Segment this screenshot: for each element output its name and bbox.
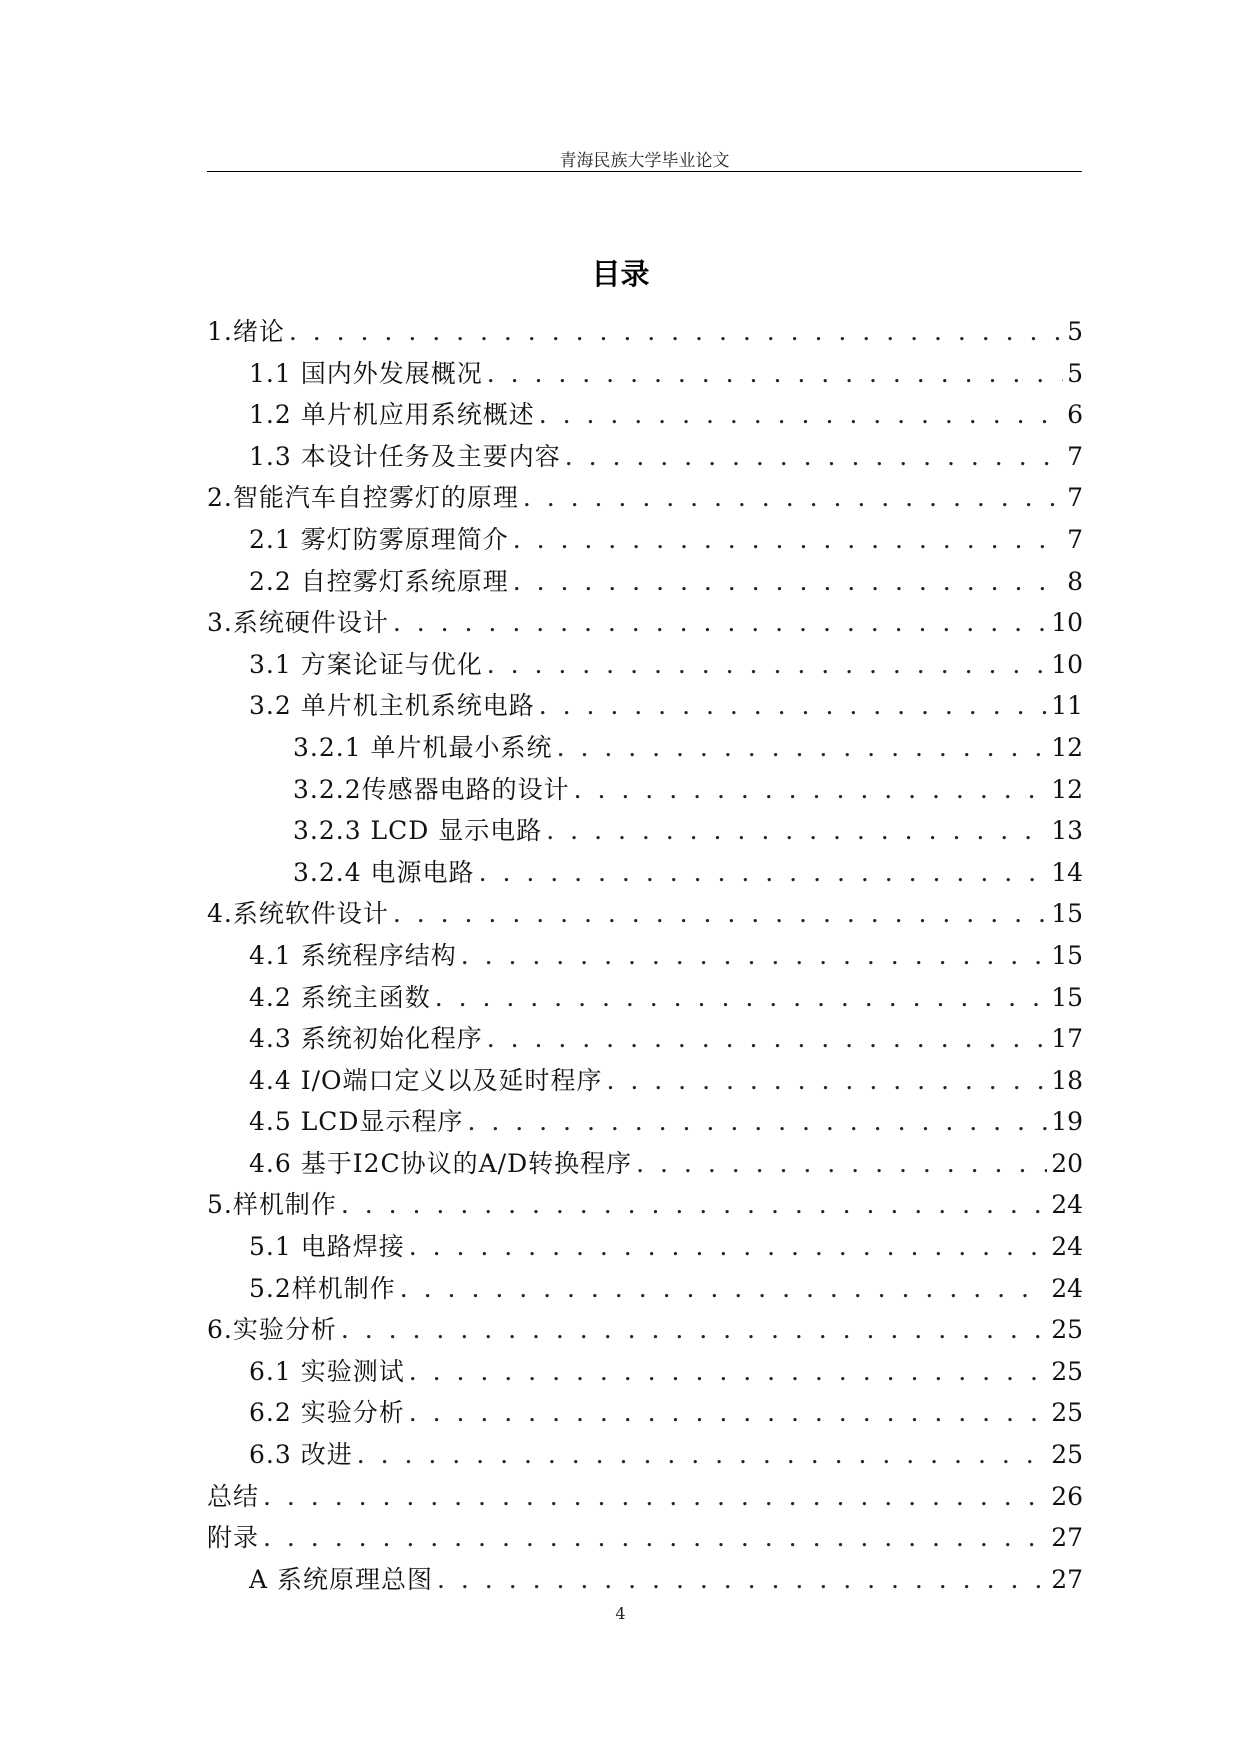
toc-entry-text: 1.1 国内外发展概况: [249, 358, 483, 388]
toc-entry-page: 6: [1067, 400, 1083, 430]
toc-entry-page: 24: [1051, 1190, 1083, 1220]
toc-entry[interactable]: [207, 1268, 1083, 1310]
dot-leader: [513, 561, 1063, 603]
toc-entry-page: 8: [1067, 566, 1083, 596]
toc-entry-page: 25: [1051, 1315, 1083, 1345]
dot-leader: [513, 519, 1063, 561]
dot-leader: [487, 644, 1047, 686]
dot-leader: [400, 1268, 1047, 1310]
toc-entry[interactable]: [207, 602, 1083, 644]
toc-title: 目录: [591, 257, 650, 291]
toc-entry-page: 20: [1051, 1148, 1083, 1178]
toc-entry-page: 15: [1051, 982, 1083, 1012]
dot-leader: [357, 1434, 1047, 1476]
dot-leader: [461, 935, 1047, 977]
toc-entry-text: 4.1 系统程序结构: [249, 940, 457, 970]
dot-leader: [341, 1184, 1047, 1226]
toc-entry[interactable]: [207, 893, 1083, 935]
toc-entry[interactable]: [207, 1018, 1083, 1060]
toc-entry-page: 25: [1051, 1356, 1083, 1386]
header-divider: [207, 171, 1082, 172]
toc-entry-page: 24: [1051, 1273, 1083, 1303]
toc-entry-text: 6.1 实验测试: [249, 1356, 405, 1386]
toc-entry[interactable]: [207, 436, 1083, 478]
dot-leader: [546, 810, 1047, 852]
toc-entry-page: 15: [1051, 899, 1083, 929]
toc-entry-text: 2.1 雾灯防雾原理简介: [249, 524, 509, 554]
toc-entry-page: 10: [1051, 608, 1083, 638]
toc-entry-page: 25: [1051, 1440, 1083, 1470]
toc-entry-page: 7: [1067, 441, 1083, 471]
dot-leader: [409, 1392, 1047, 1434]
dot-leader: [467, 1101, 1047, 1143]
toc-entry-text: 4.3 系统初始化程序: [249, 1024, 483, 1054]
toc-entry[interactable]: [207, 394, 1083, 436]
dot-leader: [539, 685, 1047, 727]
toc-entry[interactable]: [207, 935, 1083, 977]
toc-entry-text: 4.6 基于I2C协议的A/D转换程序: [249, 1148, 633, 1178]
dot-leader: [393, 893, 1047, 935]
toc-entry-page: 7: [1067, 524, 1083, 554]
toc-entry-text: 3.2.4 电源电路: [293, 857, 475, 887]
toc-entry-text: 6.2 实验分析: [249, 1398, 405, 1428]
dot-leader: [341, 1309, 1047, 1351]
dot-leader: [487, 353, 1063, 395]
toc-entry-text: 2.2 自控雾灯系统原理: [249, 566, 509, 596]
toc-entry[interactable]: [207, 519, 1083, 561]
toc-entry-text: 6.实验分析: [207, 1315, 337, 1345]
toc-entry-page: 12: [1051, 732, 1083, 762]
dot-leader: [409, 1226, 1047, 1268]
toc-entry[interactable]: [207, 311, 1083, 353]
toc-entry[interactable]: [207, 852, 1083, 894]
page-number: 4: [615, 1604, 626, 1623]
running-header: 青海民族大学毕业论文: [559, 151, 730, 171]
toc-entry-page: 17: [1051, 1024, 1083, 1054]
dot-leader: [393, 602, 1047, 644]
toc-entry-page: 7: [1067, 483, 1083, 513]
toc-entry-text: 1.2 单片机应用系统概述: [249, 400, 535, 430]
toc-entry-page: 13: [1051, 816, 1083, 846]
toc-entry[interactable]: [207, 1101, 1083, 1143]
toc-entry[interactable]: [207, 810, 1083, 852]
toc-entry-page: 12: [1051, 774, 1083, 804]
toc-entry-text: 1.绪论: [207, 317, 285, 346]
dot-leader: [557, 727, 1048, 769]
dot-leader: [565, 436, 1063, 478]
toc-entry-text: 1.3 本设计任务及主要内容: [249, 441, 561, 471]
toc-entry-text: 附录: [207, 1523, 260, 1553]
toc-entry-text: 4.系统软件设计: [207, 899, 389, 929]
dot-leader: [435, 977, 1047, 1019]
dot-leader: [479, 852, 1048, 894]
toc-entry[interactable]: [207, 769, 1083, 811]
toc-entry-text: 4.2 系统主函数: [249, 982, 431, 1012]
toc-entry[interactable]: [207, 1517, 1083, 1559]
dot-leader: [263, 1476, 1047, 1518]
toc-entry-text: 5.2样机制作: [249, 1273, 396, 1303]
toc-entry[interactable]: [207, 977, 1083, 1019]
toc-entry-page: 18: [1051, 1065, 1083, 1095]
toc-entry-text: 4.5 LCD显示程序: [249, 1107, 464, 1137]
toc-entry-text: 3.2.3 LCD 显示电路: [293, 816, 543, 846]
dot-leader: [437, 1559, 1047, 1601]
toc-entry-text: 5.1 电路焊接: [249, 1232, 405, 1262]
toc-entry[interactable]: [207, 1309, 1083, 1351]
toc-entry[interactable]: [207, 1060, 1083, 1102]
toc-entry-page: 27: [1051, 1523, 1083, 1553]
toc-entry-page: 15: [1051, 940, 1083, 970]
toc-entry-page: 11: [1051, 691, 1083, 721]
toc-entry[interactable]: [207, 1143, 1083, 1185]
toc-entry-page: 26: [1051, 1481, 1083, 1511]
toc-entry-text: 总结: [207, 1481, 260, 1511]
toc-entry-text: 3.2.1 单片机最小系统: [293, 732, 553, 762]
toc-entry[interactable]: [207, 1226, 1083, 1268]
toc-entry-page: 5: [1067, 317, 1083, 346]
toc-entry-text: 3.系统硬件设计: [207, 608, 389, 638]
toc-entry-page: 24: [1051, 1232, 1083, 1262]
toc-entry[interactable]: [207, 1184, 1083, 1226]
toc-entry-page: 19: [1051, 1107, 1083, 1137]
toc-entry[interactable]: [207, 561, 1083, 603]
toc-entry-text: 3.1 方案论证与优化: [249, 649, 483, 679]
table-of-contents: [207, 311, 1083, 1600]
dot-leader: [409, 1351, 1047, 1393]
toc-entry-page: 25: [1051, 1398, 1083, 1428]
dot-leader: [263, 1517, 1047, 1559]
toc-entry-page: 14: [1051, 857, 1083, 887]
toc-entry-page: 27: [1051, 1564, 1083, 1594]
toc-entry-text: 6.3 改进: [249, 1440, 353, 1470]
toc-entry-page: 5: [1067, 358, 1083, 388]
toc-entry[interactable]: [207, 685, 1083, 727]
toc-entry[interactable]: [207, 1476, 1083, 1518]
toc-entry-page: 10: [1051, 649, 1083, 679]
toc-entry[interactable]: [207, 644, 1083, 686]
dot-leader: [574, 769, 1048, 811]
toc-entry-text: 2.智能汽车自控雾灯的原理: [207, 483, 519, 513]
toc-entry[interactable]: [207, 727, 1083, 769]
dot-leader: [607, 1060, 1048, 1102]
toc-entry-text: 5.样机制作: [207, 1190, 337, 1220]
toc-entry[interactable]: [207, 477, 1083, 519]
toc-entry[interactable]: [207, 353, 1083, 395]
toc-entry[interactable]: [207, 1434, 1083, 1476]
toc-entry-text: 4.4 I/O端口定义以及延时程序: [249, 1065, 603, 1095]
toc-entry[interactable]: [207, 1392, 1083, 1434]
toc-entry[interactable]: [207, 1559, 1083, 1601]
toc-entry[interactable]: [207, 1351, 1083, 1393]
dot-leader: [523, 477, 1063, 519]
dot-leader: [289, 311, 1063, 353]
dot-leader: [487, 1018, 1047, 1060]
toc-entry-text: A 系统原理总图: [249, 1564, 434, 1594]
dot-leader: [636, 1143, 1047, 1185]
dot-leader: [539, 394, 1063, 436]
toc-entry-text: 3.2.2传感器电路的设计: [293, 774, 570, 804]
toc-entry-text: 3.2 单片机主机系统电路: [249, 691, 535, 721]
